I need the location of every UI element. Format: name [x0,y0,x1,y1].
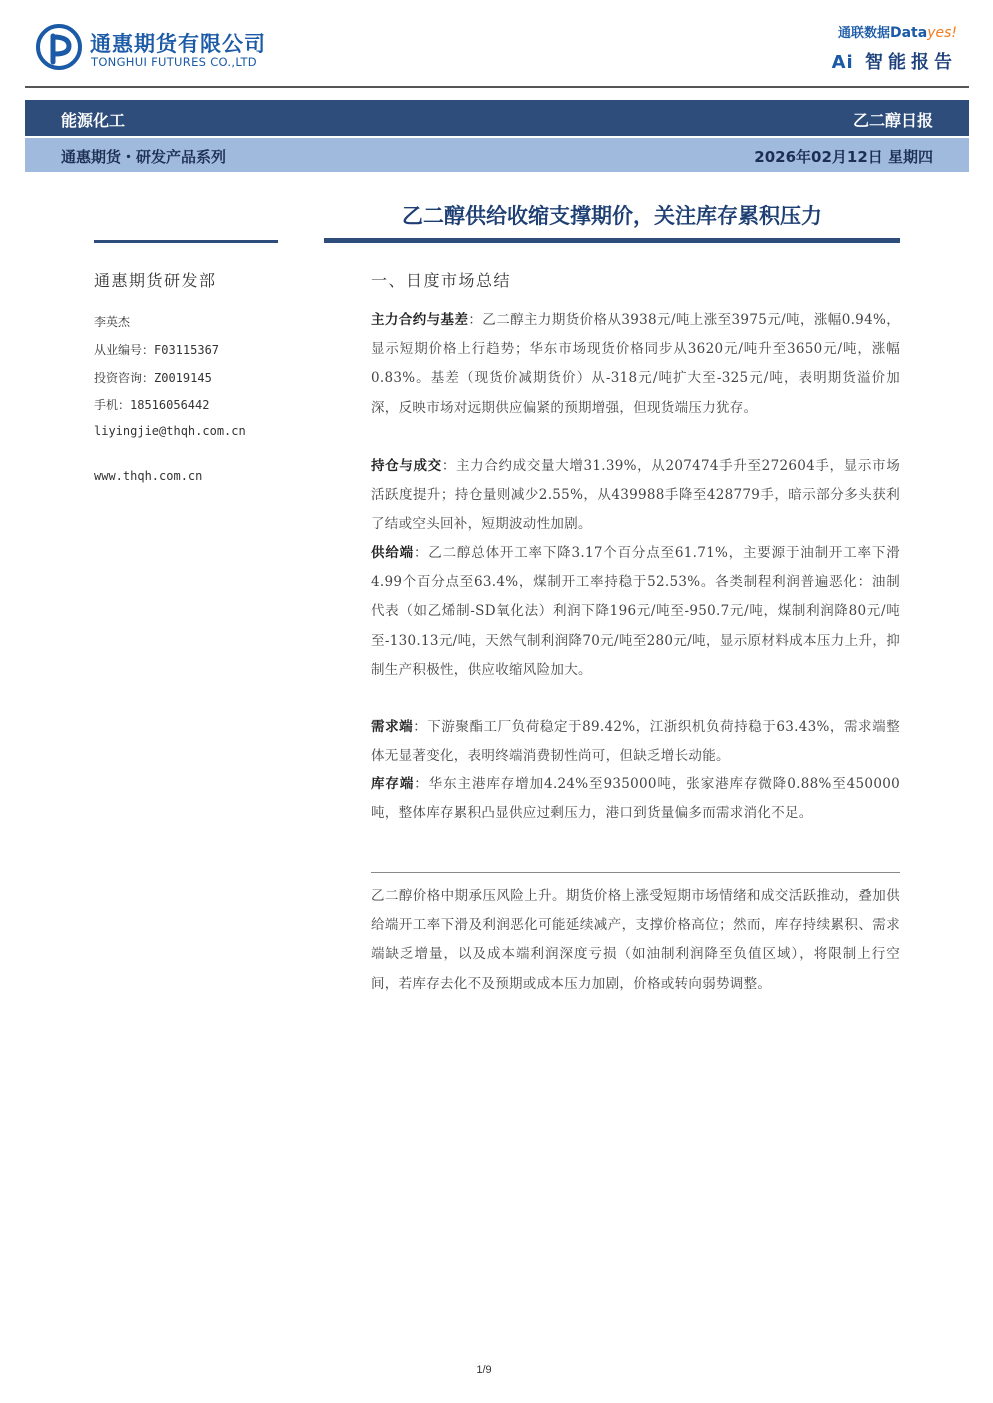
paragraph-position-volume [371,452,900,540]
company-logo-icon [36,24,82,70]
report-date: 2026年02月12日 星期四 [754,148,933,166]
category-label: 能源化工 [61,111,126,130]
report-type-label: 乙二醇日报 [852,111,933,130]
paragraph-inventory [371,770,900,828]
paragraph-key: 持仓与成交 [371,458,442,474]
report-title: 乙二醇供给收缩支撑期价，关注库存累积压力 [402,204,822,228]
brand-cn: 通联数据 [837,26,890,41]
paragraph-text: ：乙二醇总体开工率下降3.17个百分点至61.71%，主要源于油制开工率下滑4.99个百分点至63.4%，煤制开工率持稳于52.53%。各类制程利润普遍恶化：油制代表（如乙烯制-SD氧化法）利润下降196元/吨至-950.7元/吨，煤制利润降80元/吨至-130.13元/吨，天然气制利润降70元/吨至280元/吨，显示原材料成本压力上升，抑制生产积极性，供应收缩风险加大。 [371,545,900,678]
brand-data: Data [889,25,928,41]
paragraph-key: 供给端 [371,545,414,561]
header-divider [25,86,969,88]
paragraph-key: 需求端 [371,719,414,735]
section-divider [371,872,900,873]
website-link[interactable]: www.thqh.com.cn [94,469,203,483]
license-number: 从业编号：F03115367 [94,343,220,357]
company-name-cn: 通惠期货有限公司 [90,32,266,56]
paragraph-key: 库存端 [371,776,415,792]
category-bar [25,100,969,136]
left-column-rule [94,240,278,243]
paragraph-demand [371,713,900,771]
paragraph-text: ：乙二醇主力期货价格从3938元/吨上涨至3975元/吨，涨幅0.94%，显示短期价格上行趋势；华东市场现货价格同步从3620元/吨升至3650元/吨，涨幅0.83%。基差（现货价减期货价）从-318元/吨扩大至-325元/吨，表明期货溢价加深，反映市场对远期供应偏紧的预期增强，但现货端压力犹存。 [371,312,901,416]
phone-number: 手机：18516056442 [94,398,210,412]
paragraph-text: ：华东主港库存增加4.24%至935000吨，张家港库存微降0.88%至450000吨，整体库存累积凸显供应过剩压力，港口到货量偏多而需求消化不足。 [371,776,900,822]
ai-report-label [832,48,957,74]
series-label: 通惠期货・研发产品系列 [61,148,227,166]
paragraph-key: 主力合约与基差 [371,312,469,328]
author-name: 李英杰 [94,315,131,329]
series-bar [25,138,969,172]
paragraph-text: ：下游聚酯工厂负荷稳定于89.42%，江浙织机负荷持稳于63.43%，需求端整体无显著变化，表明终端消费韧性尚可，但缺乏增长动能。 [371,719,900,765]
company-name-en: TONGHUI FUTURES CO.,LTD [91,55,257,69]
ai-mark: Ai [831,52,854,73]
page-number: 1/9 [476,1364,492,1376]
ai-report-text: 智能报告 [865,52,957,73]
paragraph-text: ：主力合约成交量大增31.39%，从207474手升至272604手，显示市场活跃度提升；持仓量则减少2.55%，从439988手降至428779手，暗示部分多头获利了结或空头回补，短期波动性加剧。 [371,458,901,533]
datayes-brand [838,22,957,41]
title-underline [324,238,900,243]
email-link[interactable]: liyingjie@thqh.com.cn [94,424,246,438]
conclusion-paragraph: 乙二醇价格中期承压风险上升。期货价格上涨受短期市场情绪和成交活跃推动，叠加供给端开工率下滑及利润恶化可能延续减产，支撑价格高位；然而，库存持续累积、需求端缺乏增量，以及成本端利润深度亏损（如油制利润降至负值区域），将限制上行空间，若库存去化不及预期或成本压力加剧，价格或转向弱势调整。 [371,888,900,992]
paragraph-supply [371,539,900,685]
section-title: 一、日度市场总结 [371,271,512,290]
department-name: 通惠期货研发部 [94,271,217,290]
brand-yes: yes! [927,25,957,41]
paragraph-contract-basis [371,306,900,423]
advisory-number: 投资咨询：Z0019145 [94,371,212,385]
